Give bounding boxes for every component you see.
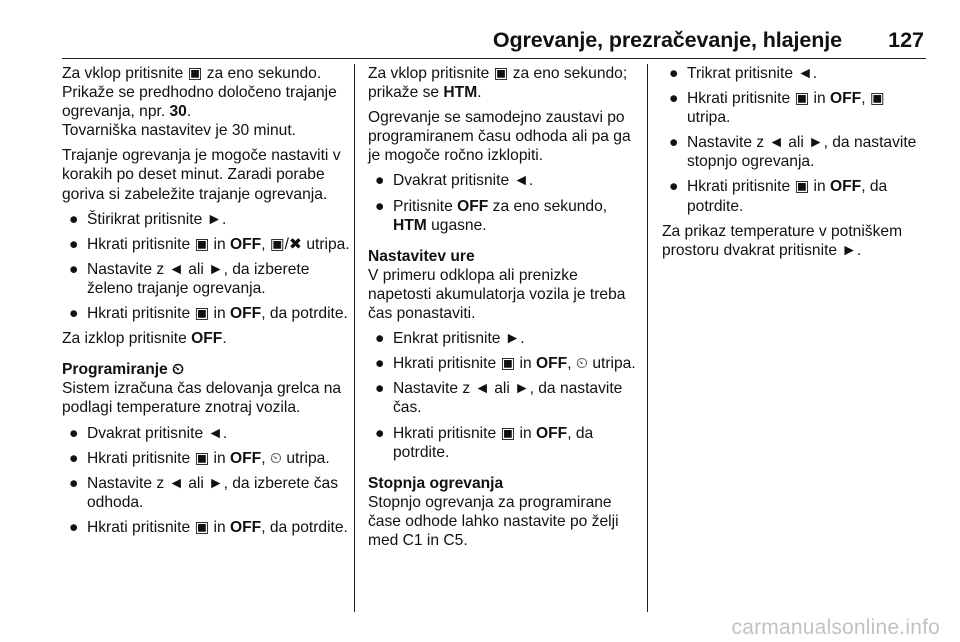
list-item: ● Nastavite z ◄ ali ►, da izberete čas odhoda.: [69, 474, 339, 511]
list-item: ● Hkrati pritisnite ▣ in OFF, ⏲ utripa.: [69, 449, 330, 467]
list-item: ● Trikrat pritisnite ◄.: [669, 65, 818, 82]
list-item: ● Hkrati pritisnite ▣ in OFF, da potrdite.: [669, 178, 888, 215]
list-item: ● Nastavite z ◄ ali ►, da nastavite čas.: [375, 380, 623, 417]
list-item: ● Hkrati pritisnite ▣ in OFF, ▣ utripa.: [669, 90, 885, 127]
paragraph: Za vklop pritisnite ▣ za eno sekundo. Prikaže se predhodno določeno trajanje ogrevanja, npr. 30. Tovarniška nastavitev je 30 minut.: [62, 65, 337, 140]
section-heading: Stopnja ogrevanja: [368, 474, 504, 492]
bullet-icon: ●: [69, 424, 79, 442]
bullet-icon: ●: [69, 210, 79, 228]
bullet-icon: ●: [69, 235, 79, 253]
list-item: ● Dvakrat pritisnite ◄.: [69, 424, 228, 442]
paragraph: Sistem izračuna čas delovanja grelca na podlagi temperature znotraj vozila.: [62, 380, 342, 417]
list-item: ● Enkrat pritisnite ►.: [375, 330, 525, 348]
paragraph: Za prikaz temperature v potniškem prostoru dvakrat pritisnite ►.: [662, 222, 903, 259]
bullet-icon: ●: [669, 90, 679, 108]
column-2: [368, 64, 638, 556]
page-number: 127: [888, 28, 924, 52]
bullet-icon: ●: [69, 449, 79, 467]
paragraph: Ogrevanje se samodejno zaustavi po programiranem času odhoda ali pa ga je mogoče ročno izklopiti.: [368, 109, 631, 165]
list-item: ● Hkrati pritisnite ▣ in OFF, da potrdite.: [69, 518, 348, 536]
paragraph: Stopnjo ogrevanja za programirane čase odhode lahko nastavite po želji med C1 in C5.: [368, 493, 619, 549]
list-item: ● Dvakrat pritisnite ◄.: [375, 172, 534, 190]
paragraph: Za izklop pritisnite OFF.: [62, 330, 227, 348]
list-item: ● Hkrati pritisnite ▣ in OFF, da potrdite.: [69, 305, 348, 323]
bullet-icon: ●: [375, 172, 385, 190]
bullet-icon: ●: [375, 424, 385, 442]
section-heading: Programiranje ⏲: [62, 361, 185, 379]
paragraph: V primeru odklopa ali prenizke napetosti akumulatorja vozila je treba čas ponastaviti.: [368, 266, 626, 323]
page-title: Ogrevanje, prezračevanje, hlajenje: [492, 28, 842, 52]
header-divider: [62, 58, 926, 59]
column-divider-2: [647, 64, 648, 612]
list-item: ● Hkrati pritisnite ▣ in OFF, da potrdite.: [375, 424, 594, 461]
bullet-icon: ●: [375, 355, 385, 373]
list-item: ● Štirikrat pritisnite ►.: [69, 210, 227, 228]
bullet-icon: ●: [375, 197, 385, 215]
bullet-icon: ●: [669, 134, 679, 152]
bullet-icon: ●: [375, 330, 385, 348]
paragraph: Trajanje ogrevanja je mogoče nastaviti v korakih po deset minut. Zaradi porabe goriva si zabeležite trajanje ogrevanja.: [62, 147, 341, 203]
bullet-icon: ●: [69, 518, 79, 536]
bullet-icon: ●: [69, 305, 79, 323]
section-heading: Nastavitev ure: [368, 247, 475, 265]
paragraph: Za vklop pritisnite ▣ za eno sekundo; prikaže se HTM.: [368, 65, 628, 102]
watermark: carmanualsonline.info: [731, 616, 940, 639]
bullet-icon: ●: [69, 474, 79, 492]
column-divider-1: [354, 64, 355, 612]
bullet-icon: ●: [669, 65, 679, 82]
bullet-icon: ●: [375, 380, 385, 398]
list-item: ● Nastavite z ◄ ali ►, da nastavite stopnjo ogrevanja.: [669, 134, 917, 171]
list-item: ● Hkrati pritisnite ▣ in OFF, ▣/✖ utripa.: [69, 235, 350, 253]
bullet-icon: ●: [669, 178, 679, 196]
list-item: ● Pritisnite OFF za eno sekundo, HTM ugasne.: [375, 197, 608, 234]
page-header: [0, 22, 960, 62]
list-item: ● Hkrati pritisnite ▣ in OFF, ⏲ utripa.: [375, 355, 636, 373]
column-1: [62, 64, 352, 543]
column-3: [662, 64, 930, 266]
bullet-icon: ●: [69, 260, 79, 278]
list-item: ● Nastavite z ◄ ali ►, da izberete želeno trajanje ogrevanja.: [69, 260, 310, 297]
